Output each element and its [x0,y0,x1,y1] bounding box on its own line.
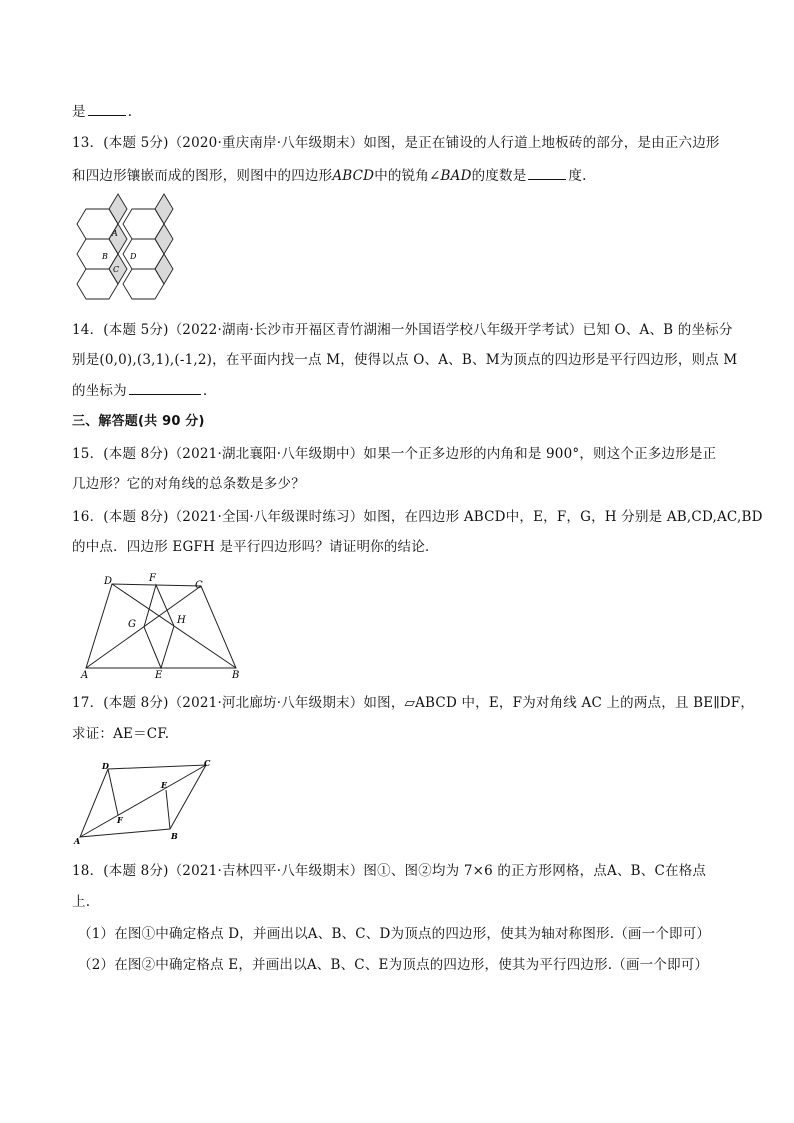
q15-line-2: 几边形？它的对角线的总条数是多少？ [72,476,305,492]
q13-line-1: 13．(本题 5分)（2020·重庆南岸·八年级期末）如图，是正在铺设的人行道上地板砖的部分，是由正六边形 [72,135,720,151]
fig17-label-d: D [102,761,109,771]
q16-quadrilateral-figure [76,570,266,680]
q14-line-3: 的坐标为 . [72,383,208,399]
fig16-label-d: D [104,576,113,587]
section-heading: 三、解答题(共 90 分) [72,414,205,429]
prev-question-tail: 是 . [72,104,133,120]
fig16-label-g: G [128,619,136,630]
hexagon-tile [77,269,118,299]
fig17-label-b: B [171,831,178,841]
q16-line-2: 的中点．四边形 EGFH 是平行四边形吗？请证明你的结论． [72,539,439,555]
hexagon-tile [77,239,118,269]
q17-parallelogram-figure [70,757,220,847]
diagonal-ac [80,765,206,837]
q14-line-2: 别是(0,0),(3,1),(-1,2)，在平面内找一点 M，使得以点 O、A、B、M为顶点的四边形是平行四边形，则点 M [72,352,738,368]
fig17-label-a: A [74,836,81,846]
rhombus-tile [155,254,173,284]
fig16-label-c: C [195,580,203,591]
answer-blank [88,102,126,116]
fig13-label-c: C [113,265,120,274]
q17-line-2: 求证：AE＝CF. [72,726,170,742]
q18-part-2: （2）在图②中确定格点 E，并画出以A、B、C、E为顶点的四边形，使其为平行四边形.（画一个即可） [78,957,709,973]
fig17-label-f: F [117,815,123,825]
answer-blank [129,381,201,395]
q17-line-1: 17．(本题 8分)（2021·河北廊坊·八年级期末）如图，▱ABCD 中，E，F为对角线 AC 上的两点，且 BE∥DF， [72,695,755,711]
fig16-label-e: E [155,670,163,680]
q18-part-1: （1）在图①中确定格点 D，并画出以A、B、C、D为顶点的四边形，使其为轴对称图形.（画一个即可） [78,926,711,942]
segment-df [108,769,118,815]
q13-tile-figure [72,192,182,312]
fig16-label-f: F [149,573,156,584]
q18-line-2: 上. [72,894,91,910]
rhombus-tile [155,224,173,254]
segment-be [166,790,170,829]
rhombus-tile [155,194,173,224]
fig16-label-h: H [177,615,186,626]
q13-line-2: 和四边形镶嵌而成的图形，则图中的四边形ABCD中的锐角∠BAD的度数是 度. [72,168,587,184]
q15-line-1: 15．(本题 8分)（2021·湖北襄阳·八年级期中）如果一个正多边形的内角和是 900°，则这个正多边形是正 [72,446,717,462]
rhombus-tile [109,194,127,224]
answer-blank [528,166,566,180]
fig17-label-e: E [161,780,168,790]
fig17-label-c: C [204,758,211,768]
fig13-label-a: A [112,229,118,238]
q18-line-1: 18．(本题 8分)（2021·吉林四平·八年级期末）图①、图②均为 7×6 的正方形网格，点A、B、C在格点 [72,863,707,879]
hexagon-tile [123,269,164,299]
q14-line-1: 14．(本题 5分)（2022·湖南·长沙市开福区青竹湖湘一外国语学校八年级开学考试）已知 O、A、B 的坐标分 [72,322,733,338]
hexagon-tile [123,209,164,239]
quadrilateral-egfh [144,585,174,668]
q16-line-1: 16．(本题 8分)（2021·全国·八年级课时练习）如图，在四边形 ABCD中，E，F，G，H 分别是 AB,CD,AC,BD [72,509,763,525]
fig13-label-b: B [102,252,108,261]
fig16-label-b: B [232,670,240,680]
fig13-label-d: D [130,252,137,261]
fig16-label-a: A [81,670,89,680]
